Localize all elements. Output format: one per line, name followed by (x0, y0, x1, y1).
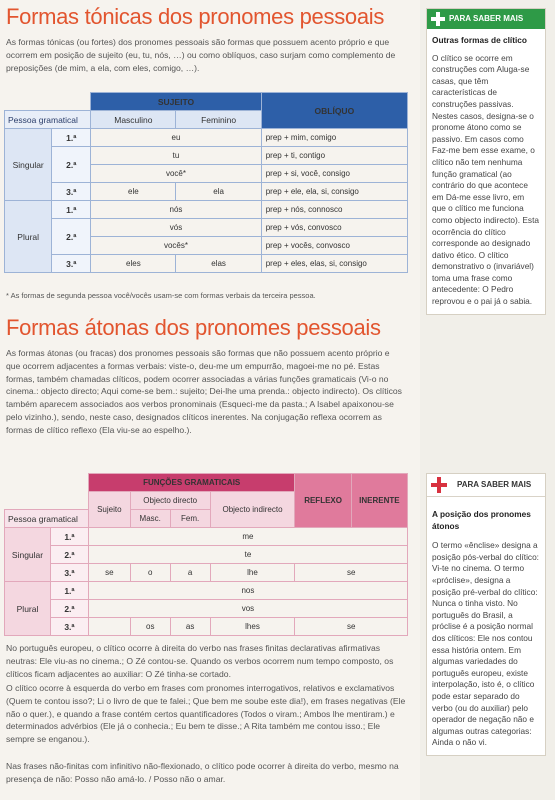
plural-label: Plural (5, 582, 51, 636)
section2-intro: As formas átonas (ou fracas) dos pronomes pessoais são formas que não possuem acento próprio e que ocorrem adjacentes a formas verbais: viste-o, deu-me um empurrão, magoei-me no pé. Estas formas, também chamadas clíticos, podem ocorrer associadas a várias funções gramaticais (Vi-o no cinema.: objecto directo; Aqui come-se bem.: sujeito; Dei-lhe uma prenda.: objecto indirecto). Os clíticos também aparecem associados aos verbos pronominais (Esqueci-me da pasta.; A Isabel apaixonou-se pelo vizinho.), sendo, neste caso, designados clíticos inerentes. Na conjugação reflexa ocorrem as formas de clítico reflexo (Ela viu-se ao espelho.). (6, 348, 402, 435)
table-cell: se (295, 564, 408, 582)
table-cell: prep + si, você, consigo (261, 165, 407, 183)
feminino-label: Feminino (176, 111, 261, 129)
table-cell: me (88, 528, 407, 546)
table-cell: se (295, 618, 408, 636)
table-cell: lhe (210, 564, 295, 582)
box1-text: O clítico se ocorre em construções com Aluga-se casas, que têm características de construções passivas. Nestes casos, designa-se o pronome átono como se passivo. Em casos como Faz-me bem esse exame, o clítico não tem nenhuma função gramatical (ao contrário do que acontece em Dá-me esse livro, em que o clítico me funciona como objecto indirecto). Esta ocorrência do clítico corresponde ao designado dativo ético. O clítico demonstrativo o (invariável) toma uma frase como antecedente: O Pedro reprovou e o pai já o sabia. (432, 52, 539, 307)
plus-icon (431, 477, 447, 493)
table-cell: prep + mim, comigo (261, 129, 407, 147)
footnote: * As formas de segunda pessoa você/vocês usam-se com formas verbais da terceira pessoa. (6, 291, 316, 300)
table-cell: lhes (210, 618, 295, 636)
table-cell: eles (91, 255, 176, 273)
masculino-label: Masculino (91, 111, 176, 129)
pessoa-gramatical-label: Pessoa gramatical (5, 111, 91, 129)
section2-para3: Nas frases não-finitas com infinitivo não-flexionado, o clítico pode ocorrer à direita do verbo, mesmo na presença de não: Posso não amá-lo. / Posso não o amar. (6, 761, 399, 784)
header-sujeito: SUJEITO (91, 93, 261, 111)
section2-para1: No português europeu, o clítico ocorre à direita do verbo nas frases finitas declarativas afirmativas neutras: Ele viu-as no cinema.; O Zé contou-se. Quando os verbos ocorrem num tempo composto, os clíticos ficam adjacentes ao auxiliar: O Zé tinha-se cortado. (6, 643, 394, 679)
box2-title: A posição dos pronomes átonos (432, 509, 531, 531)
tonic-pronoun-table (4, 92, 408, 273)
objdir-label: Objecto directo (130, 492, 210, 510)
singular-label: Singular (5, 528, 51, 582)
table-cell: vos (88, 600, 407, 618)
box1-head-label: PARA SABER MAIS (449, 14, 524, 23)
table-cell: ele (91, 183, 176, 201)
sujeito-label: Sujeito (88, 492, 130, 528)
table-cell: vocês* (91, 237, 261, 255)
row-num: 2.ª (51, 546, 89, 564)
row-num: 1.ª (52, 129, 91, 147)
table-cell: prep + eles, elas, si, consigo (261, 255, 407, 273)
table-cell: as (170, 618, 210, 636)
row-num: 1.ª (52, 201, 91, 219)
fem-label: Fem. (170, 510, 210, 528)
info-box-1 (426, 8, 546, 315)
table-cell: nós (91, 201, 261, 219)
pessoa-gramatical-label: Pessoa gramatical (5, 510, 89, 528)
table-cell: os (130, 618, 170, 636)
objind-label: Objecto indirecto (210, 492, 295, 528)
table-cell: te (88, 546, 407, 564)
box2-header (427, 474, 545, 497)
section2-para2: O clítico ocorre à esquerda do verbo em frases com pronomes interrogativos, relativos e exclamativos (Quem te contou isso?; Li o livro de que te falei.; Que bem me soube este dia!), em frases negativas (Ele não o quer.), e quando a frase contém certos quantificadores (Todos o viram.; Ambos lhe mentiram.) e determinados advérbios (Ele já o conhecia.; Eu bem te disse.; A Rita também me contou isso.; Ele sempre se enganou.). (6, 683, 406, 745)
table-cell: ela (176, 183, 261, 201)
box2-text: O termo «ênclise» designa a posição pós-verbal do clítico: Vi-te no cinema. O termo «próclise», designa a posição pré-verbal do clítico: Nunca o tinha visto. No português do Brasil, a próclise é a posição normal dos clíticos: Ele nos contou essa história ontem. Em algumas variedades do português europeu, existe interpolação, isto é, o clítico pode estar separado do verbo (ou do auxiliar) pelo operador de negação não e algumas outras categorias: Ainda o não vi. (432, 540, 539, 748)
box1-header (427, 9, 545, 29)
table-cell: prep + ele, ela, si, consigo (261, 183, 407, 201)
header-funcoes: FUNÇÕES GRAMATICAIS (88, 474, 295, 492)
table-cell: nos (88, 582, 407, 600)
row-num: 1.ª (51, 528, 89, 546)
plural-label: Plural (5, 201, 52, 273)
section1-intro: As formas tónicas (ou fortes) dos pronomes pessoais são formas que possuem acento próprio e que ocorrem em posição de sujeito (eu, tu, nós, …) ou como oblíquos, caso surjam como complemento de preposições (de mim, a ela, com eles, comigo, …). (6, 37, 396, 73)
box1-title: Outras formas de clítico (432, 35, 527, 45)
plus-icon (430, 11, 446, 27)
table-cell: prep + vocês, convosco (261, 237, 407, 255)
masc-label: Masc. (130, 510, 170, 528)
info-box-2 (426, 473, 546, 756)
row-num: 2.ª (51, 600, 89, 618)
section1-title: Formas tónicas dos pronomes pessoais (6, 4, 385, 29)
table-cell: o (130, 564, 170, 582)
section2-title: Formas átonas dos pronomes pessoais (6, 315, 381, 340)
row-num: 3.ª (51, 618, 89, 636)
row-num: 3.ª (52, 183, 91, 201)
table-cell: se (88, 564, 130, 582)
box2-head-label: PARA SABER MAIS (457, 480, 532, 489)
table-cell: prep + nós, connosco (261, 201, 407, 219)
row-num: 3.ª (52, 255, 91, 273)
table-cell: eu (91, 129, 261, 147)
row-num: 3.ª (51, 564, 89, 582)
row-num: 2.ª (52, 219, 91, 255)
table-cell: prep + vós, convosco (261, 219, 407, 237)
table-cell: tu (91, 147, 261, 165)
clitic-pronoun-table (4, 473, 408, 636)
header-inerente: INERENTE (351, 474, 407, 528)
table-cell: você* (91, 165, 261, 183)
table-cell (88, 618, 130, 636)
box1-body (427, 29, 545, 314)
row-num: 2.ª (52, 147, 91, 183)
table-cell: a (170, 564, 210, 582)
box2-body (427, 497, 545, 755)
header-reflexo: REFLEXO (295, 474, 351, 528)
table-cell: vós (91, 219, 261, 237)
singular-label: Singular (5, 129, 52, 201)
table-cell: elas (176, 255, 261, 273)
table-cell: prep + ti, contigo (261, 147, 407, 165)
header-obliquo: OBLÍQUO (261, 93, 407, 129)
row-num: 1.ª (51, 582, 89, 600)
